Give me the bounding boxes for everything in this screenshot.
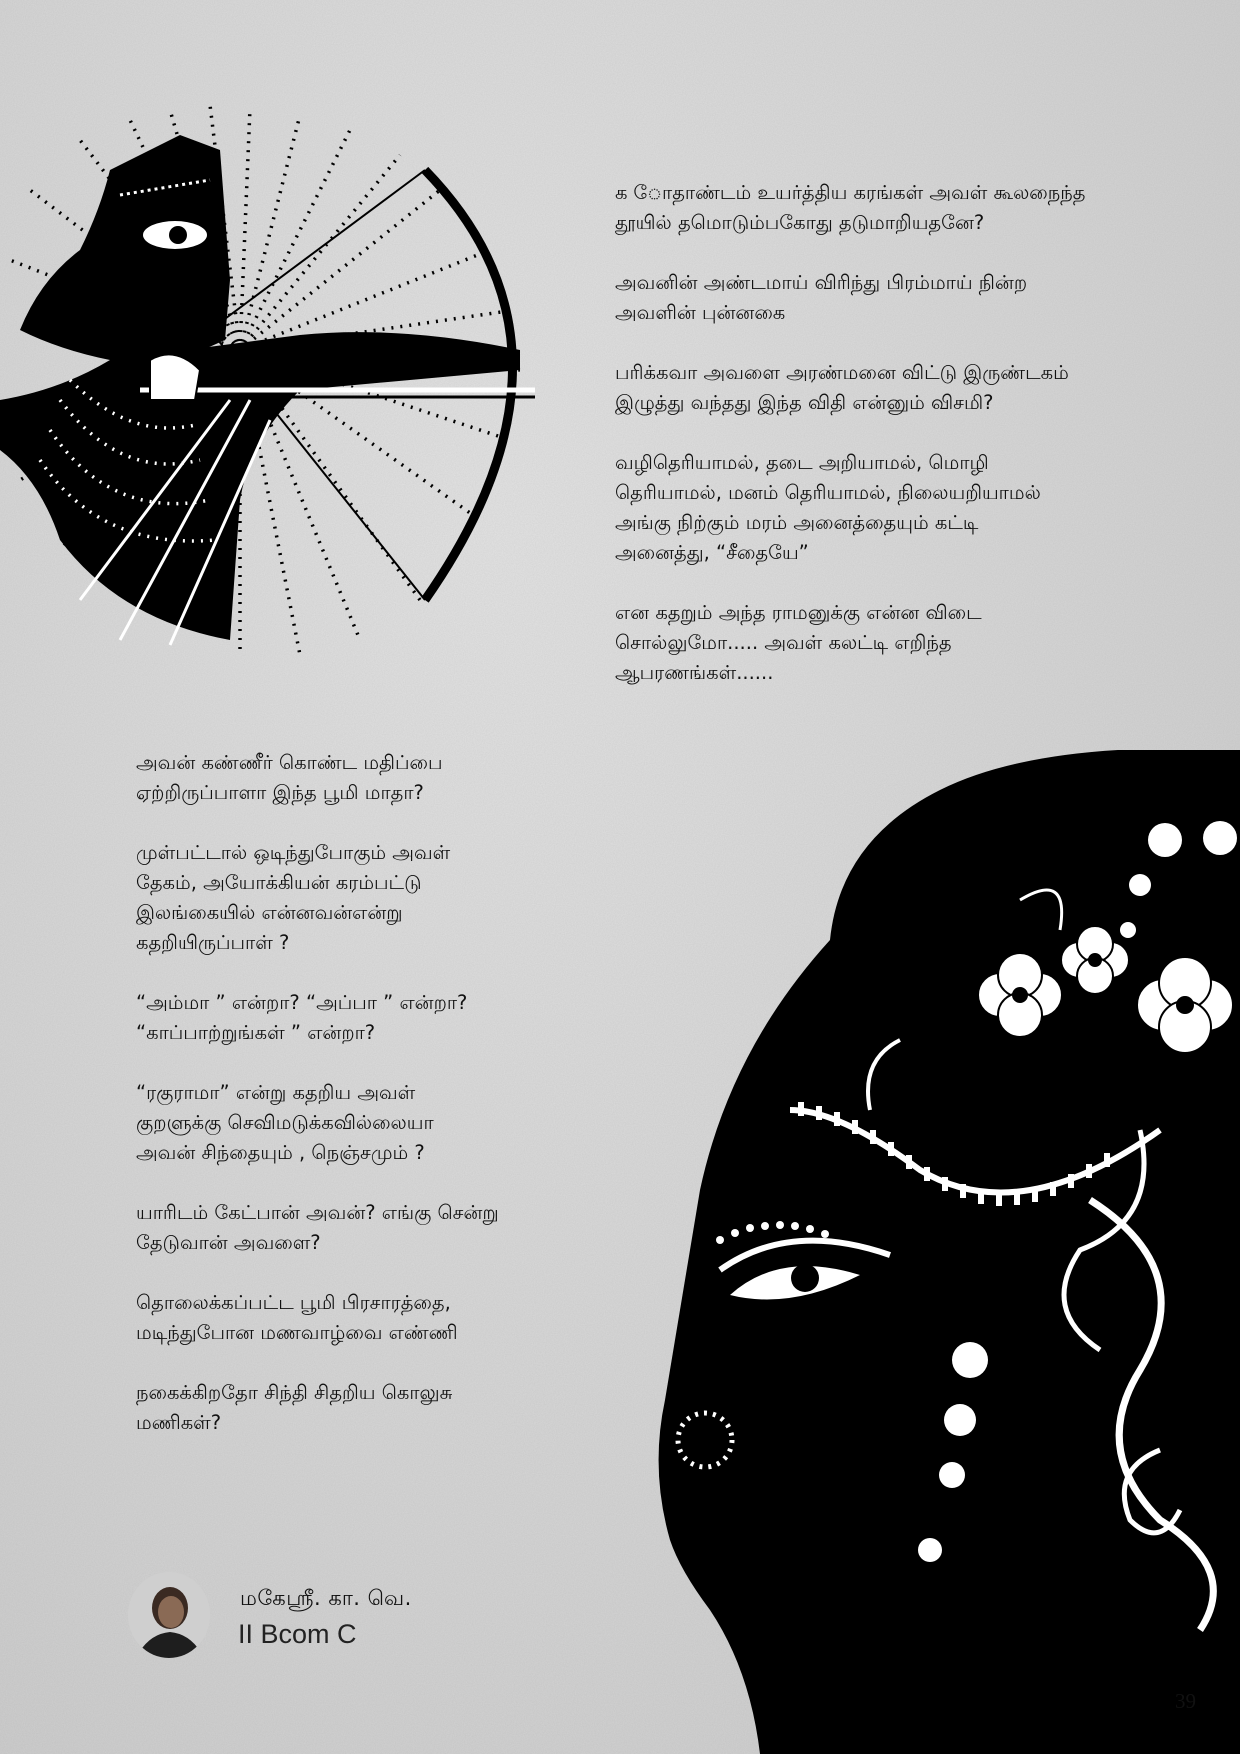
poem-line: தேகம், அயோக்கியன் கரம்பட்டு [136,871,422,894]
poem-line: அவன் சிந்தையும் , நெஞ்சமும் ? [136,1141,425,1164]
poem-line: இலங்கையில் என்னவன்என்று [136,901,403,924]
poem-right-column [615,178,1215,718]
author-name: மகேஸ்ரீ. கா. வெ. [240,1586,412,1610]
author-credit [128,1572,548,1662]
author-class: II Bcom C [238,1619,357,1649]
poem-line: “ரகுராமா” என்று கதறிய அவள் [136,1081,416,1104]
stanza [136,1198,656,1258]
poem-line: சொல்லுமோ..... அவள் கலட்டி எறிந்த [615,631,952,654]
stanza [615,178,1215,238]
rama-archer-illustration [0,100,560,660]
stanza [136,1288,656,1348]
rama-body [0,332,520,640]
poem-line: அவளின் புன்னகை [615,301,786,324]
poem-line: முள்பட்டால் ஒடிந்துபோகும் அவள் [136,841,451,864]
poem-line: மணிகள்? [136,1411,222,1434]
poem-line: ஏற்றிருப்பாளா இந்த பூமி மாதா? [136,781,424,804]
stanza [136,1378,656,1438]
stanza [136,988,656,1048]
poem-line: ஆபரணங்கள்...... [615,661,774,684]
poem-line: தொலைக்கப்பட்ட பூமி பிரசாரத்தை, [136,1291,451,1314]
poem-line: தெரியாமல், மனம் தெரியாமல், நிலையறியாமல் [615,481,1041,504]
stanza [136,748,656,808]
poem-line: இழுத்து வந்தது இந்த விதி என்னும் விசமி? [615,391,994,414]
stanza [615,448,1215,568]
poem-line: அங்கு நிற்கும் மரம் அனைத்தையும் கட்டி [615,511,979,534]
stanza [136,838,656,958]
author-avatar [128,1572,210,1658]
poem-line: பரிக்கவா அவளை அரண்மனை விட்டு இருண்டகம் [615,361,1069,384]
bow [425,170,513,600]
poem-line: வழிதெரியாமல், தடை அறியாமல், மொழி [615,451,989,474]
poem-line: அவனின் அண்டமாய் விரிந்து பிரம்மாய் நின்ற [615,271,1028,294]
page-number: 39 [1175,1689,1196,1713]
poem-line: குறளுக்கு செவிமடுக்கவில்லையா [136,1111,434,1134]
poem-line: தேடுவான் அவளை? [136,1231,321,1254]
poem-line: “காப்பாற்றுங்கள் ” என்றா? [136,1021,376,1044]
poem-line: தூயில் தமொடும்பகோது தடுமாறியதனே? [615,211,985,234]
poem-line: அவன் கண்ணீர் கொண்ட மதிப்பை [136,751,443,774]
poem-line: மடிந்துபோன மணவாழ்வை எண்ணி [136,1321,458,1344]
poem-line: க ோதாண்டம் உயர்த்திய கரங்கள் அவள் கூலநைந்த [615,181,1086,204]
poem-line: நகைக்கிறதோ சிந்தி சிதறிய கொலுசு [136,1381,453,1404]
poem-line: அனைத்து, “சீதையே” [615,541,809,564]
poem-line: யாரிடம் கேட்பான் அவன்? எங்கு சென்று [136,1201,499,1224]
stanza [615,358,1215,418]
poem-left-column [136,748,656,1468]
poem-line: கதறியிருப்பாள் ? [136,931,290,954]
stanza [615,598,1215,688]
sita-silhouette-illustration [640,750,1240,1754]
poem-line: என கதறும் அந்த ராமனுக்கு என்ன விடை [615,601,982,624]
stanza [136,1078,656,1168]
poem-line: “அம்மா ” என்றா? “அப்பா ” என்றா? [136,991,468,1014]
stanza [615,268,1215,328]
